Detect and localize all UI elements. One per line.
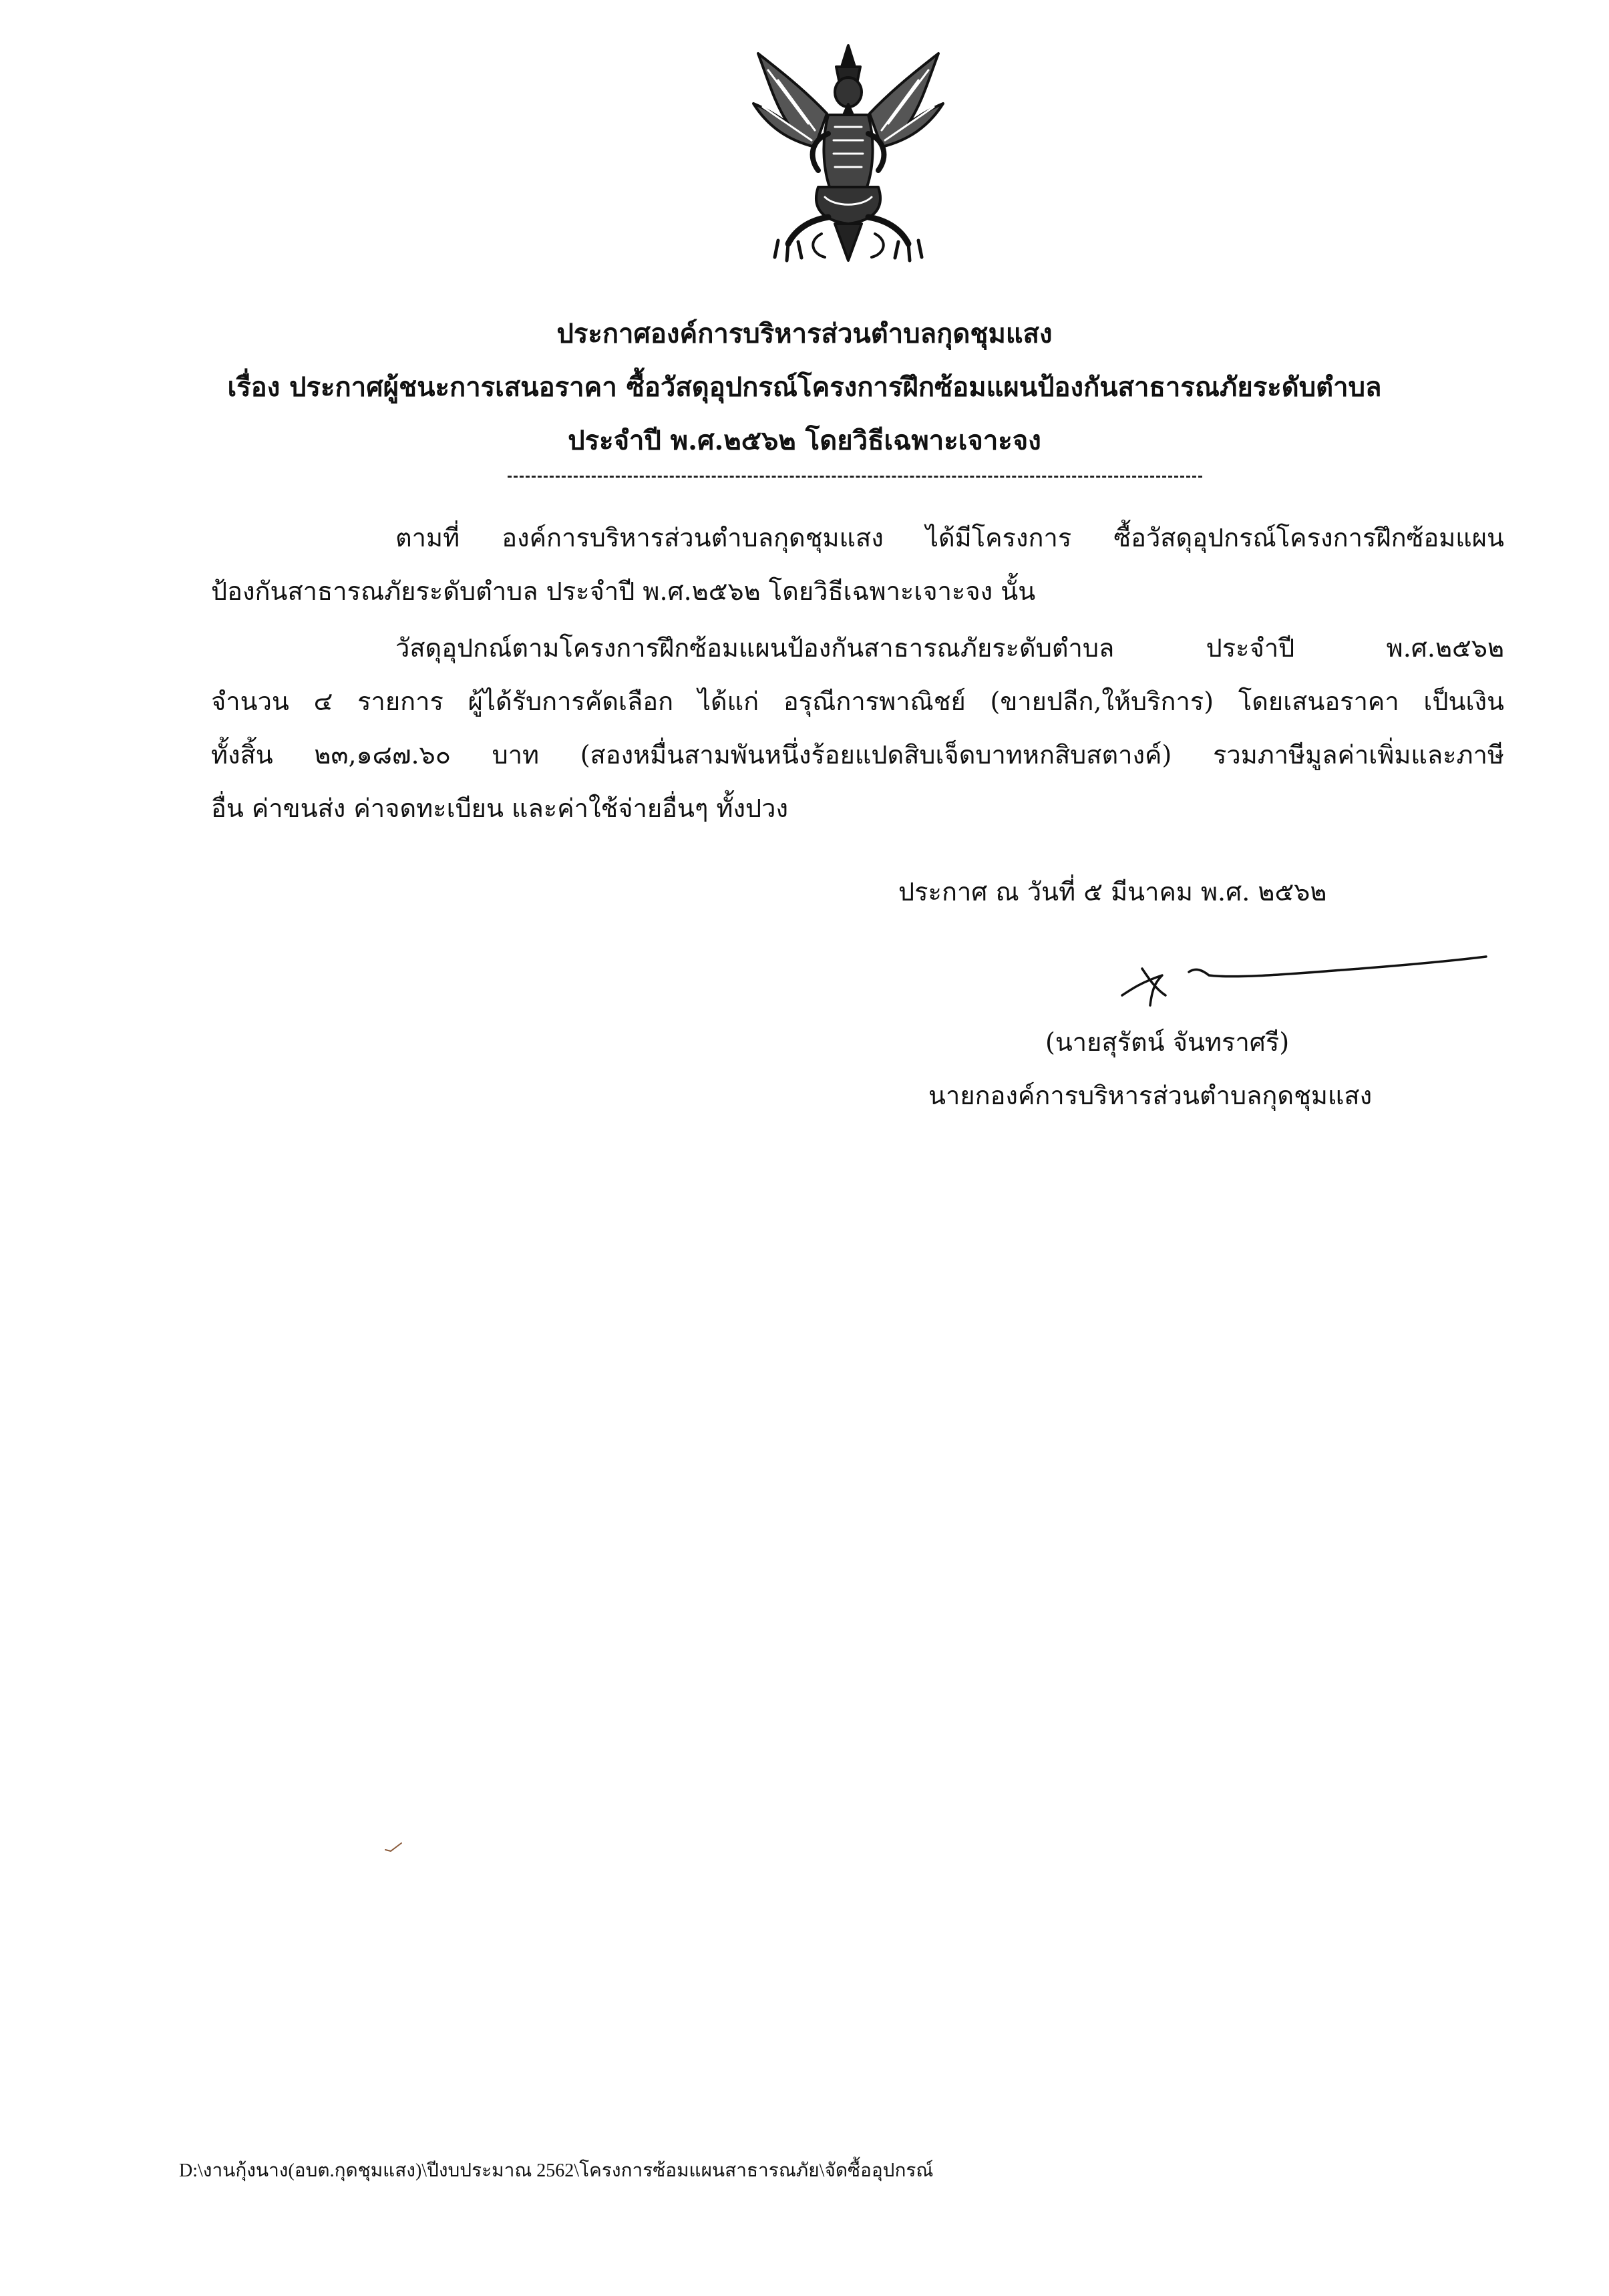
paragraph-1-line-2: ป้องกันสาธารณภัยระดับตำบล ประจำปี พ.ศ.๒๕๖๒ โดยวิธีเฉพาะเจาะจง นั้น	[211, 577, 1036, 606]
announcement-subject-cont: ประจำปี พ.ศ.๒๕๖๒ โดยวิธีเฉพาะเจาะจง	[568, 425, 1041, 456]
announcement-date: ประกาศ ณ วันที่ ๕ มีนาคม พ.ศ. ๒๕๖๒	[898, 877, 1327, 907]
garuda-emblem-icon	[748, 40, 948, 271]
signer-name: (นายสุรัตน์ จันทราศรี)	[1045, 1027, 1290, 1057]
paragraph-2-line-1: วัสดุอุปกณ์ตามโครงการฝึกซ้อมแผนป้องกันสาธารณภัยระดับตำบล ประจำปี พ.ศ.๒๕๖๒	[395, 633, 1504, 663]
file-path-footer: D:\งานกุ้งนาง(อบต.กุดชุมแสง)\ปีงบประมาณ 2562\โครงการซ้อมแผนสาธารณภัย\จัดซื้ออุปกรณ์	[179, 2160, 934, 2181]
paragraph-2-line-4: อื่น ค่าขนส่ง ค่าจดทะเบียน และค่าใช้จ่ายอื่นๆ ทั้งปวง	[211, 794, 789, 823]
announcement-title: ประกาศองค์การบริหารส่วนตำบลกุดชุมแสง	[556, 318, 1053, 349]
title-divider	[508, 476, 1202, 478]
paragraph-2-line-2: จำนวน ๔ รายการ ผู้ได้รับการคัดเลือก ได้แก่ อรุณีการพาณิชย์ (ขายปลีก,ให้บริการ) โดยเสนอราคา เป็นเงิน	[211, 687, 1504, 716]
stray-mark-icon	[384, 1840, 404, 1854]
signer-title: นายกองค์การบริหารส่วนตำบลกุดชุมแสง	[928, 1081, 1373, 1110]
announcement-subject: เรื่อง ประกาศผู้ชนะการเสนอราคา ซื้อวัสดุอุปกรณ์โครงการฝึกซ้อมแผนป้องกันสาธารณภัยระดับตำบล	[227, 371, 1382, 403]
signature-icon	[1115, 942, 1489, 1015]
paragraph-1-line-1: ตามที่ องค์การบริหารส่วนตำบลกุดชุมแสง ได้มีโครงการ ซื้อวัสดุอุปกรณ์โครงการฝึกซ้อมแผน	[395, 523, 1504, 552]
paragraph-2-line-3: ทั้งสิ้น ๒๓,๑๘๗.๖๐ บาท (สองหมื่นสามพันหนึ่งร้อยแปดสิบเจ็ดบาทหกสิบสตางค์) รวมภาษีมูลค่าเพิ่มและภาษี	[211, 740, 1504, 770]
